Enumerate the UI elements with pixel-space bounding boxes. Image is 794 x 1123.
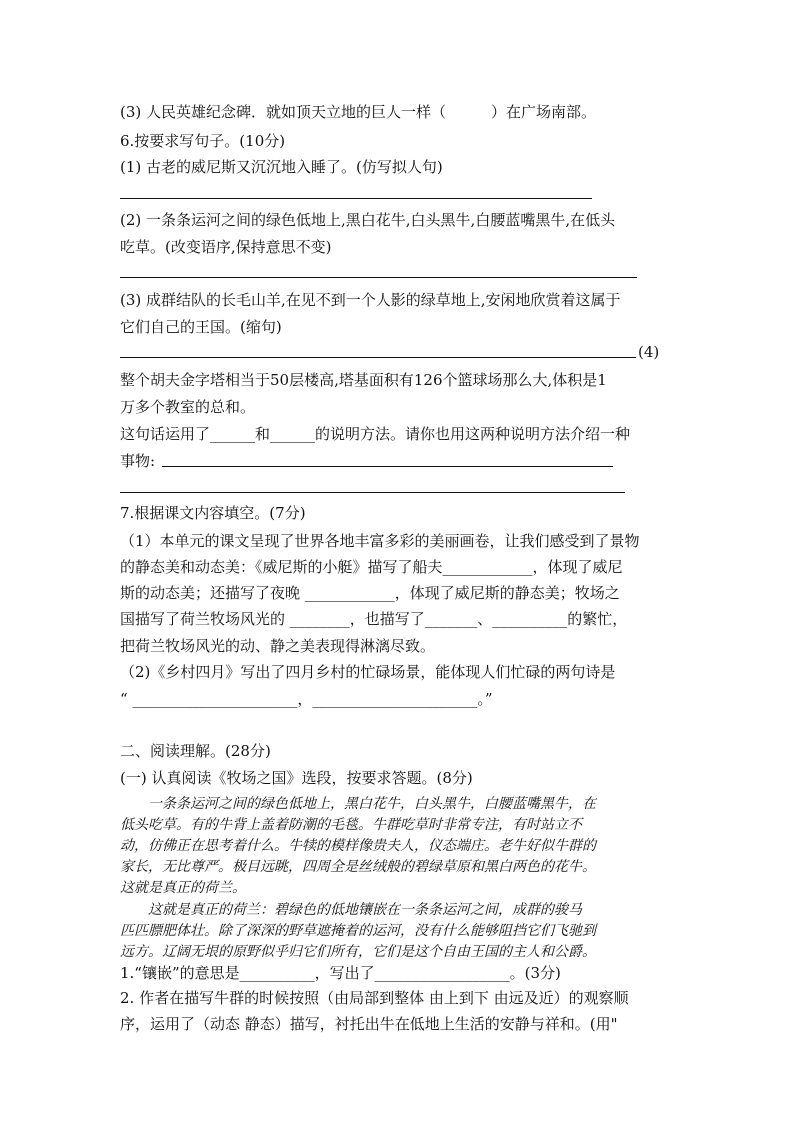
passage-line: 远方。辽阔无垠的原野似乎归它们所有，它们是这个自由王国的主人和公爵。 xyxy=(120,944,596,960)
line-q7-1b: 的静态美和动态美：《威尼斯的小艇》描写了船夫____________，体现了威尼 xyxy=(120,558,623,576)
line-q6-4d: 事物: xyxy=(120,452,156,470)
passage-line: 这就是真正的荷兰。 xyxy=(120,880,246,896)
line-q3: (3) 人民英雄纪念碑．就如顶天立地的巨人一样（ ）在广场南部。 xyxy=(120,103,597,121)
line-q7-1e: 把荷兰牧场风光的动、静之美表现得淋漓尽致。 xyxy=(120,637,436,655)
passage-line: 一条条运河之间的绿色低地上，黑白花牛，白头黑牛，白腰蓝嘴黑牛，在 xyxy=(120,796,596,812)
q7-title: 7.根据课文内容填空。(7分) xyxy=(120,504,306,522)
line-q6-3a: (3) 成群结队的长毛山羊,在见不到一个人影的绿草地上,安闲地欣赏着这属于 xyxy=(120,291,621,309)
line-q7-1d: 国描写了荷兰牧场风光的 ________，也描写了_______、__________的繁忙， xyxy=(120,610,628,628)
question-r2b: 序，运用了（动态 静态）描写，衬托出牛在低地上生活的安静与祥和。(用" xyxy=(120,1015,618,1033)
line-q7-1a: （1）本单元的课文呈现了世界各地丰富多彩的美丽画卷，让我们感受到了景物 xyxy=(120,532,640,550)
q6-4-number: (4) xyxy=(638,343,660,361)
answer-line xyxy=(120,277,637,278)
passage-line: 匹匹膘肥体壮。除了深深的野草遮掩着的运河，没有什么能够阻挡它们飞驰到 xyxy=(120,923,596,939)
answer-line xyxy=(120,198,592,199)
line-q6-1: (1) 古老的威尼斯又沉沉地入睡了。(仿写拟人句) xyxy=(120,158,443,176)
q6-title: 6.按要求写句子。(10分) xyxy=(120,132,286,150)
answer-line xyxy=(120,492,625,493)
line-q7-2a: （2)《乡村四月》写出了四月乡村的忙碌场景，能体现人们忙碌的两句诗是 xyxy=(120,663,616,681)
line-q6-2a: (2) 一条条运河之间的绿色低地上,黑白花牛,白头黑牛,白腰蓝嘴黑牛,在低头 xyxy=(120,211,616,229)
line-q6-4a: 整个胡夫金字塔相当于50层楼高,塔基面积有126个篮球场那么大,体积是1 xyxy=(120,371,607,389)
line-q7-2b: “ ______________________，______________________。” xyxy=(120,690,493,708)
line-q6-3b: 它们自己的王国。(缩句) xyxy=(120,318,282,336)
section-2-title: 二、阅读理解。(28分) xyxy=(120,742,271,760)
line-q6-4c: 这句话运用了______和______的说明方法。请你也用这两种说明方法介绍一种 xyxy=(120,425,631,443)
line-q6-4b: 万多个教室的总和。 xyxy=(120,398,256,416)
passage-line: 家长，无比尊严。极目远眺，四周全是丝绒般的碧绿草原和黑白两色的花牛。 xyxy=(120,859,596,875)
line-q7-1c: 斯的动态美；还描写了夜晚 ____________，体现了威尼斯的静态美；牧场之 xyxy=(120,584,620,602)
answer-line xyxy=(120,357,636,358)
reading-1-title: (一) 认真阅读《牧场之国》选段，按要求答题。(8分) xyxy=(120,769,473,787)
passage-line: 低头吃草。有的牛背上盖着防潮的毛毯。牛群吃草时非常专注，有时站立不 xyxy=(120,817,582,833)
question-r2a: 2. 作者在描写牛群的时候按照（由局部到整体 由上到下 由远及近）的观察顺 xyxy=(120,989,629,1007)
answer-line xyxy=(162,466,613,467)
question-r1: 1.“镶嵌”的意思是__________，写出了__________________。(3分) xyxy=(120,964,561,982)
passage-line: 这就是真正的荷兰：碧绿色的低地镶嵌在一条条运河之间，成群的骏马 xyxy=(120,902,582,918)
passage-line: 动，仿佛正在思考着什么。牛犊的模样像贵夫人，仪态端庄。老牛好似牛群的 xyxy=(120,838,596,854)
line-q6-2b: 吃草。(改变语序,保持意思不变) xyxy=(120,238,332,256)
